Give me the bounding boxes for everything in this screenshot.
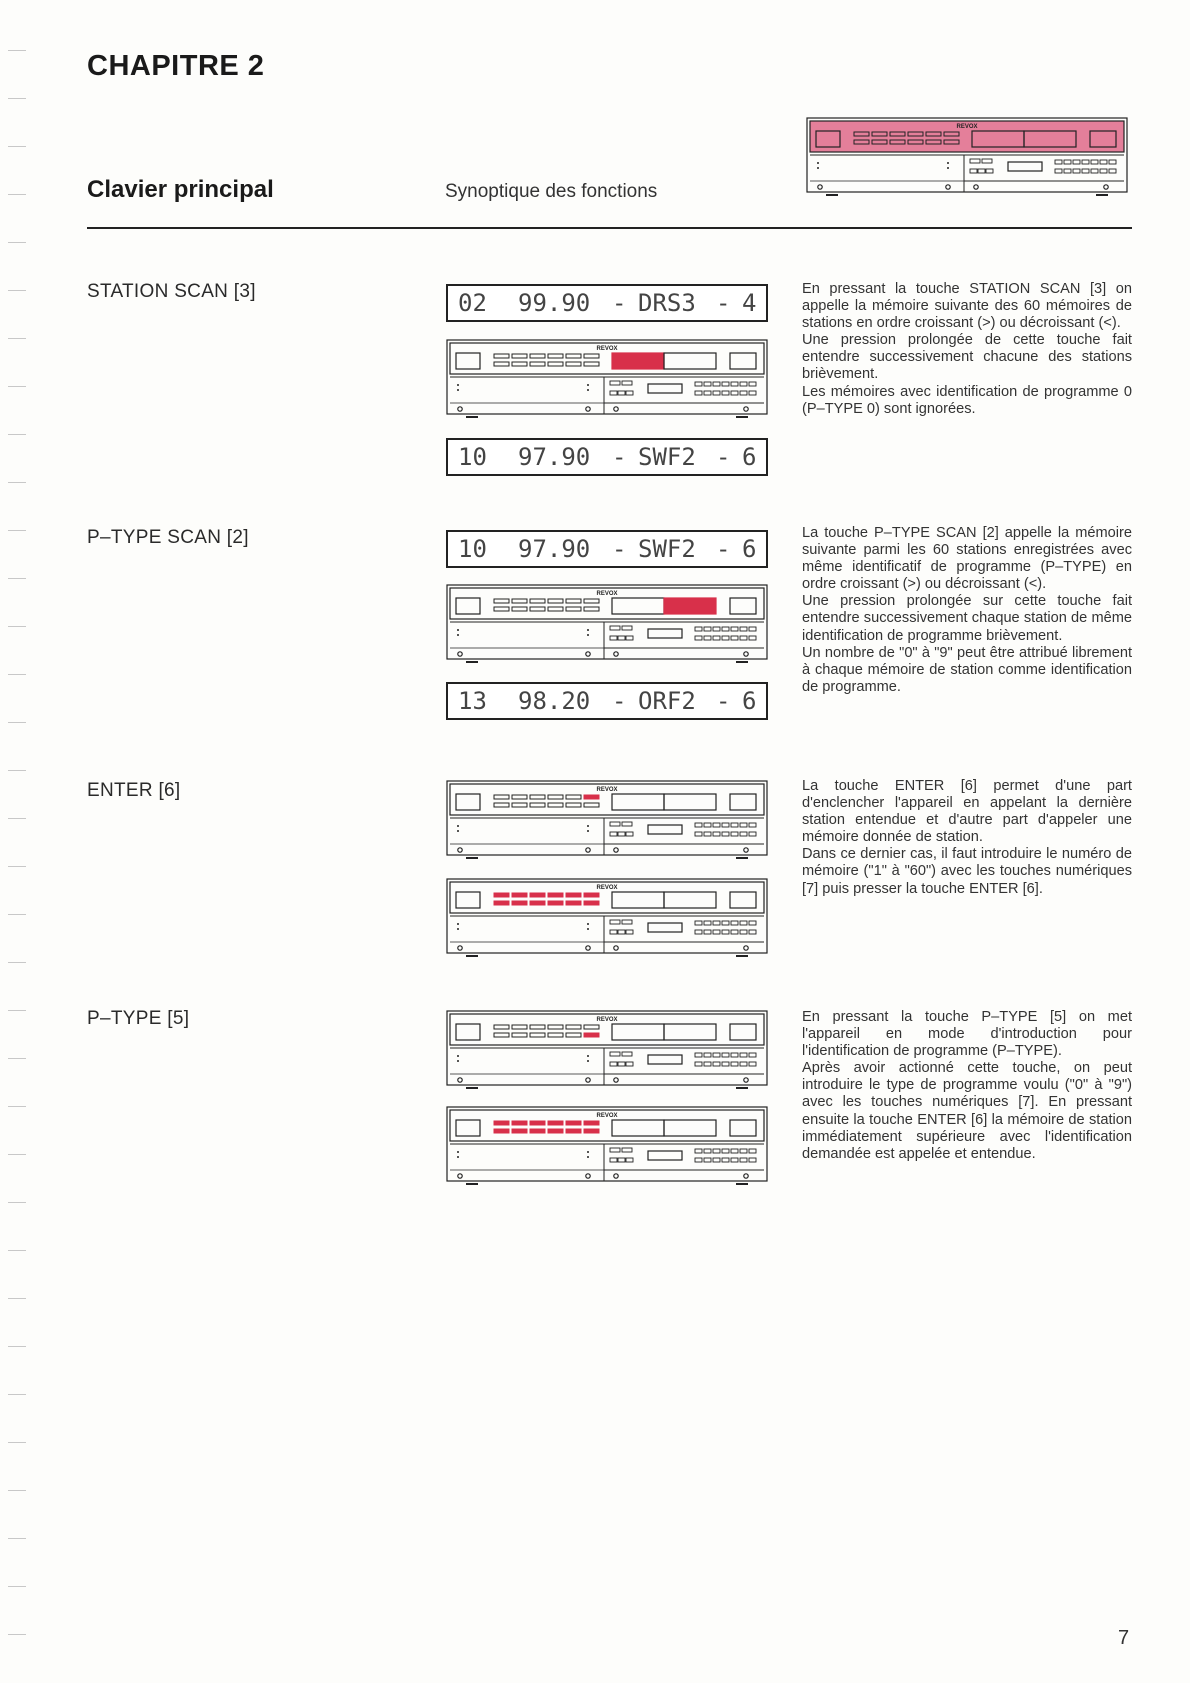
device-illustration-ptype-scan: [446, 584, 768, 666]
section-title: Clavier principal: [87, 176, 274, 203]
device-front-panel: [446, 780, 768, 862]
device-front-panel: [446, 1010, 768, 1092]
description-ptype-scan: [802, 525, 1132, 696]
lcd-display-after: 13 98.20 - ORF2 - 6: [446, 682, 768, 720]
paragraph: En pressant la touche P–TYPE [5] on met l'appareil en mode d'introduction pour l'identification de programme (P–TYPE).: [802, 1009, 1132, 1060]
paragraph: Après avoir actionné cette touche, on peut introduire le type de programme voulu ("0" à "9") avec les touches numériques [7]. En pressant ensuite la touche ENTER [6] la mémoire de station immédiatement supérieure avec l'identification demandée est appelée et entendue.: [802, 1060, 1132, 1162]
device-front-panel: [446, 878, 768, 960]
lcd-ptype: 6: [742, 535, 757, 563]
lcd-station-name: DRS3: [638, 289, 696, 317]
lcd-display-after: 10 97.90 - SWF2 - 6: [446, 438, 768, 476]
function-label-station-scan: STATION SCAN [3]: [87, 281, 256, 302]
paragraph: En pressant la touche STATION SCAN [3] on appelle la mémoire suivante des 60 mémoires de stations en ordre croissant (>) ou décroissant (<).: [802, 281, 1132, 332]
paragraph: Une pression prolongée sur cette touche fait entendre successivement chaque station de même identification de programme brièvement.: [802, 593, 1132, 644]
device-illustration-station-scan: [446, 339, 768, 421]
device-front-panel: [446, 1106, 768, 1188]
svg-text:REVOX: REVOX: [596, 346, 618, 352]
svg-text:REVOX: REVOX: [596, 1113, 618, 1119]
lcd-frequency: 97.90: [518, 535, 591, 563]
device-front-panel: [803, 117, 1131, 199]
description-station-scan: [802, 281, 1132, 418]
function-label-ptype-scan: P–TYPE SCAN [2]: [87, 527, 249, 548]
lcd-memory: 13: [458, 687, 487, 715]
paragraph: Un nombre de "0" à "9" peut être attribué librement à chaque mémoire de station comme identification de programme.: [802, 644, 1132, 695]
lcd-ptype: 6: [742, 687, 757, 715]
svg-text:REVOX: REVOX: [596, 787, 618, 793]
function-label-enter: ENTER [6]: [87, 780, 181, 801]
svg-text:REVOX: REVOX: [596, 885, 618, 891]
header-rule: [87, 227, 1132, 229]
paragraph: Les mémoires avec identification de programme 0 (P–TYPE 0) sont ignorées.: [802, 383, 1132, 417]
paragraph: La touche P–TYPE SCAN [2] appelle la mémoire suivante parmi les 60 stations enregistrées avec même identificatif de programme (P–TYPE) en ordre croissant (>) ou décroissant (<).: [802, 525, 1132, 593]
device-illustration-ptype-2: [446, 1106, 768, 1188]
page-number: 7: [1118, 1627, 1130, 1649]
lcd-station-name: ORF2: [638, 687, 696, 715]
description-ptype: [802, 1009, 1132, 1163]
svg-text:REVOX: REVOX: [596, 1017, 618, 1023]
lcd-display-before: 10 97.90 - SWF2 - 6: [446, 530, 768, 568]
paragraph: Dans ce dernier cas, il faut introduire le numéro de mémoire ("1" à "60") avec les touches numériques [7] puis presser la touche ENTER [6].: [802, 846, 1132, 897]
device-front-panel: [446, 584, 768, 666]
lcd-memory: 10: [458, 535, 487, 563]
lcd-station-name: SWF2: [638, 535, 696, 563]
margin-ticks: [0, 0, 40, 1683]
lcd-memory: 10: [458, 443, 487, 471]
lcd-station-name: SWF2: [638, 443, 696, 471]
hero-device-illustration: [803, 117, 1131, 199]
device-front-panel: [446, 339, 768, 421]
paragraph: Une pression prolongée de cette touche fait entendre successivement chacune des stations brièvement.: [802, 332, 1132, 383]
paragraph: La touche ENTER [6] permet d'une part d'enclencher l'appareil en appelant la dernière station entendue et d'autre part d'appeler une mémoire donnée de station.: [802, 778, 1132, 846]
lcd-frequency: 97.90: [518, 443, 591, 471]
lcd-display-before: 02 99.90 - DRS3 - 4: [446, 284, 768, 322]
section-subtitle: Synoptique des fonctions: [445, 181, 658, 202]
device-illustration-enter-2: [446, 878, 768, 960]
chapter-title: CHAPITRE 2: [87, 50, 265, 82]
lcd-ptype: 6: [742, 443, 757, 471]
lcd-ptype: 4: [742, 289, 757, 317]
lcd-frequency: 98.20: [518, 687, 591, 715]
function-label-ptype: P–TYPE [5]: [87, 1008, 190, 1029]
device-illustration-enter-1: [446, 780, 768, 862]
description-enter: [802, 778, 1132, 898]
svg-text:REVOX: REVOX: [596, 591, 618, 597]
lcd-memory: 02: [458, 289, 487, 317]
lcd-frequency: 99.90: [518, 289, 591, 317]
svg-text:REVOX: REVOX: [956, 124, 978, 130]
device-illustration-ptype-1: [446, 1010, 768, 1092]
